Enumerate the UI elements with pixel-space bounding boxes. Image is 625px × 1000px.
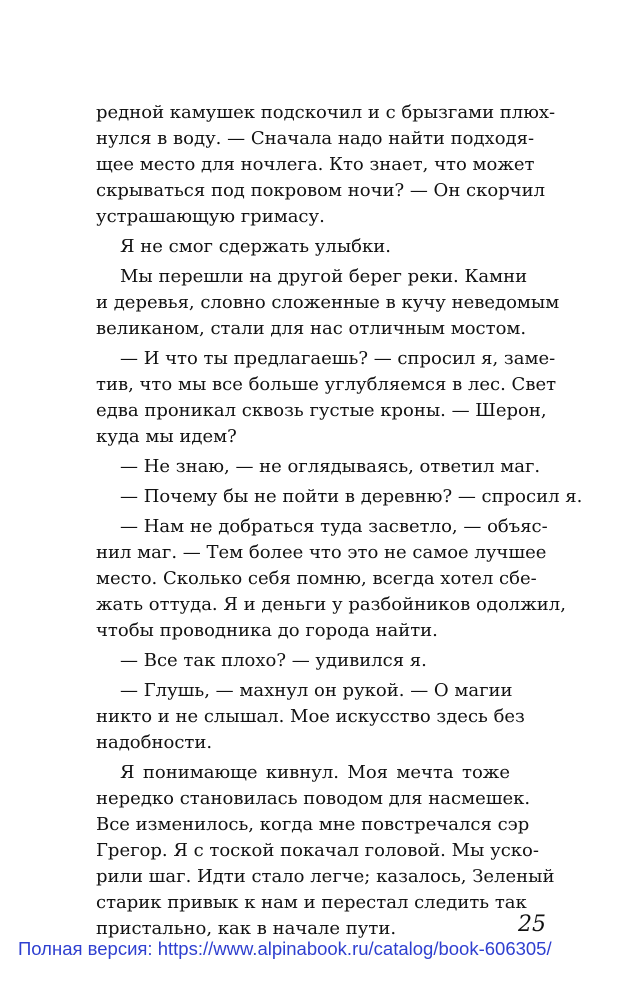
paragraph [96,484,583,510]
text-line: пристально, как в начале пути. [96,918,397,939]
text-line: нередко становилась поводом для насмешек. [96,788,531,809]
text-line: едва проникал сквозь густые кроны. — Шерон, [96,400,547,421]
text-line: устрашающую гримасу. [96,206,325,227]
text-line: место. Сколько себя помню, всегда хотел сбе- [96,568,537,589]
paragraph [96,234,510,260]
text-line: жать оттуда. Я и деньги у разбойников одолжил, [96,594,566,615]
text-line: надобности. [96,732,213,753]
text-line: нил маг. — Тем более что это не самое лучшее [96,542,547,563]
text-line: куда мы идем? [96,426,237,447]
text-line: — И что ты предлагаешь? — спросил я, заме- [120,348,556,369]
paragraph [96,100,556,230]
text-line: щее место для ночлега. Кто знает, что может [96,154,535,175]
text-line: нулся в воду. — Сначала надо найти подходя- [96,128,535,149]
paragraph [96,514,566,644]
text-line: рили шаг. Идти стало легче; казалось, Зеленый [96,866,555,887]
paragraph [96,648,510,674]
text-line: — Нам не добраться туда засветло, — объяс- [120,516,548,537]
text-line: Мы перешли на другой берег реки. Камни [120,266,528,287]
text-line: старик привык к нам и перестал следить так [96,892,527,913]
paragraph [96,454,541,480]
text-line: Я понимающе кивнул. Моя мечта тоже [120,762,510,783]
paragraph [96,346,557,450]
text-line: тив, что мы все больше углубляемся в лес. Свет [96,374,557,395]
text-line: Я не смог сдержать улыбки. [120,236,391,257]
text-line: скрываться под покровом ночи? — Он скорчил [96,180,546,201]
text-line: чтобы проводника до города найти. [96,620,438,641]
text-line: Все изменилось, когда мне повстречался сэр [96,814,530,835]
paragraph [96,678,525,756]
text-line: редной камушек подскочил и с брызгами плюх- [96,102,556,123]
text-line: — Все так плохо? — удивился я. [120,650,427,671]
paragraph [96,264,560,342]
text-line: великаном, стали для нас отличным мостом. [96,318,527,339]
text-line: — Глушь, — махнул он рукой. — О магии [120,680,513,701]
text-line: никто и не слышал. Мое искусство здесь без [96,706,525,727]
text-line: — Не знаю, — не оглядываясь, ответил маг. [120,456,541,477]
text-line: Грегор. Я с тоской покачал головой. Мы уско- [96,840,539,861]
full-version-link[interactable]: Полная версия: https://www.alpinabook.ru/catalog/book-606305/ [18,938,552,959]
page-number: 25 [518,912,546,937]
text-line: и деревья, словно сложенные в кучу неведомым [96,292,560,313]
text-line: — Почему бы не пойти в деревню? — спросил я. [120,486,583,507]
